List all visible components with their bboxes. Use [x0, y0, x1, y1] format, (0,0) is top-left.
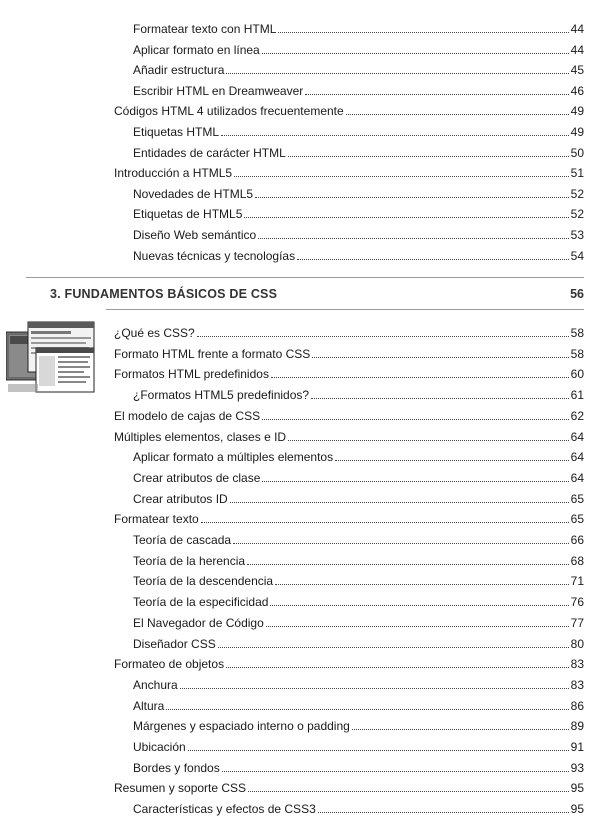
toc-entry[interactable] [133, 527, 584, 547]
toc-entry-title: Teoría de la herencia [133, 553, 246, 568]
dot-leader [262, 419, 569, 420]
toc-entry-title: El modelo de cajas de CSS [114, 408, 261, 423]
toc-entry-title: Teoría de la especificidad [133, 595, 269, 610]
toc-entry-page: 91 [570, 740, 584, 754]
toc-entry-page: 61 [570, 388, 584, 403]
toc-entry-page: 64 [570, 450, 584, 465]
toc-entry-title: El Navegador de Código [133, 615, 264, 630]
toc-entry-title: ¿Qué es CSS? [114, 326, 195, 340]
toc-entry[interactable] [133, 119, 584, 139]
toc-entry[interactable] [133, 486, 584, 506]
toc-entry-page: 95 [570, 781, 584, 796]
toc-entry-title: Resumen y soporte CSS [114, 781, 247, 796]
toc-entry[interactable] [114, 651, 584, 671]
toc-entry-page: 45 [570, 63, 584, 78]
toc-entry-title: Aplicar formato a múltiples elementos [133, 450, 334, 465]
toc-entry[interactable] [114, 403, 584, 423]
toc-entry-title: Altura [133, 698, 165, 713]
section-divider-top [26, 277, 584, 278]
dot-leader [201, 522, 569, 523]
toc-entry[interactable] [114, 775, 584, 795]
dot-leader [270, 605, 568, 606]
dot-leader [262, 53, 569, 54]
toc-entry-page: 86 [570, 698, 584, 713]
dot-leader [312, 357, 568, 358]
toc-entry[interactable] [133, 243, 584, 263]
toc-entry[interactable] [133, 693, 584, 713]
toc-entry-title: Márgenes y espaciado interno o padding [133, 719, 350, 734]
toc-entry[interactable] [114, 506, 584, 526]
dot-leader [318, 812, 569, 813]
toc-entry[interactable] [133, 37, 584, 57]
toc-entry-page: 53 [570, 228, 584, 242]
toc-entry[interactable] [133, 610, 584, 630]
toc-entry[interactable] [133, 465, 584, 485]
toc-entry-page: 44 [570, 42, 584, 57]
dot-leader [247, 564, 569, 565]
toc-entry-title: Añadir estructura [133, 63, 225, 78]
dot-leader [266, 626, 569, 627]
dot-leader [288, 440, 569, 441]
toc-entry[interactable] [133, 589, 584, 609]
dot-leader [234, 176, 569, 177]
dot-leader [188, 750, 569, 751]
toc-entry[interactable] [114, 341, 584, 361]
toc-entry[interactable] [114, 361, 584, 381]
dot-leader [166, 709, 568, 710]
toc-entry-page: 52 [570, 207, 584, 222]
toc-entry-title: Códigos HTML 4 utilizados frecuentemente [114, 104, 344, 119]
toc-entry[interactable] [133, 568, 584, 588]
toc-entry-title: Etiquetas de HTML5 [133, 207, 243, 222]
dot-leader [271, 377, 569, 378]
toc-entry-title: Crear atributos ID [133, 491, 228, 506]
toc-entry[interactable] [133, 222, 584, 242]
toc-entry-page: 49 [570, 125, 584, 139]
dot-leader [305, 94, 568, 95]
dot-leader [258, 238, 568, 239]
toc-entry-title: Formateo de objetos [114, 657, 225, 672]
dot-leader [335, 460, 569, 461]
toc-entry-page: 50 [570, 145, 584, 160]
toc-entry-title: Múltiples elementos, clases e ID [114, 429, 287, 444]
toc-entry[interactable] [133, 444, 584, 464]
toc-entry-page: 64 [570, 470, 584, 485]
dot-leader [346, 114, 569, 115]
dot-leader [226, 667, 569, 668]
dot-leader [352, 729, 569, 730]
toc-entry-title: Bordes y fondos [133, 760, 220, 775]
toc-entry-page: 80 [570, 636, 584, 651]
toc-entry-page: 68 [570, 553, 584, 568]
toc-entry[interactable] [133, 140, 584, 160]
toc-entry-page: 93 [570, 760, 584, 775]
toc-entry-title: Teoría de cascada [133, 533, 232, 547]
toc-entry-page: 54 [570, 248, 584, 263]
toc-entry-page: 77 [570, 615, 584, 630]
dot-leader [275, 584, 569, 585]
toc-entry-title: Escribir HTML en Dreamweaver [133, 83, 304, 98]
toc-entry[interactable] [133, 672, 584, 692]
toc-entry-title: Diseñador CSS [133, 636, 216, 651]
toc-entry[interactable] [133, 631, 584, 651]
dot-leader [233, 543, 569, 544]
toc-entry-page: 60 [570, 367, 584, 382]
toc-entry-page: 71 [570, 574, 584, 589]
toc-entry-title: Características y efectos de CSS3 [133, 802, 316, 817]
dot-leader [244, 217, 568, 218]
toc-entry-page: 58 [570, 346, 584, 361]
chapter-thumbnail-image [6, 318, 96, 396]
toc-entry-title: Diseño Web semántico [133, 228, 257, 242]
toc-entry-page: 83 [570, 677, 584, 692]
toc-entry-title: Formatos HTML predefinidos [114, 367, 269, 382]
dot-leader [311, 398, 569, 399]
dot-leader [255, 197, 569, 198]
toc-entry[interactable] [114, 424, 584, 444]
toc-entry[interactable] [114, 98, 584, 118]
toc-entry[interactable] [133, 755, 584, 775]
toc-entry-page: 52 [570, 186, 584, 201]
toc-entry-page: 83 [570, 657, 584, 672]
dot-leader [226, 73, 568, 74]
toc-entry-title: Anchura [133, 677, 178, 692]
toc-entry-title: Introducción a HTML5 [114, 166, 233, 181]
toc-entry-page: 66 [570, 533, 584, 547]
toc-entry-title: Formatear texto con HTML [133, 22, 277, 36]
dot-leader [297, 259, 569, 260]
chapter-title[interactable]: 3. FUNDAMENTOS BÁSICOS DE CSS [50, 287, 278, 301]
toc-entry[interactable] [133, 734, 584, 754]
dot-leader [180, 688, 569, 689]
dot-leader [222, 771, 569, 772]
dot-leader [221, 135, 569, 136]
toc-entry-title: Etiquetas HTML [133, 125, 220, 139]
dot-leader [230, 502, 569, 503]
toc-entry-title: Aplicar formato en línea [133, 42, 260, 57]
toc-entry-title: ¿Formatos HTML5 predefinidos? [133, 388, 310, 403]
toc-entry[interactable] [133, 57, 584, 77]
dot-leader [288, 156, 569, 157]
toc-entry-page: 58 [570, 326, 584, 340]
toc-entry[interactable] [133, 16, 584, 36]
toc-entry-page: 62 [570, 408, 584, 423]
toc-entry-title: Ubicación [133, 740, 186, 754]
toc-entry[interactable] [114, 320, 584, 340]
toc-entry-page: 46 [570, 83, 584, 98]
dot-leader [262, 481, 568, 482]
dot-leader [278, 32, 568, 33]
toc-entry-page: 44 [570, 22, 584, 36]
dot-leader [248, 791, 569, 792]
toc-entry-title: Formatear texto [114, 512, 199, 527]
toc-entry-page: 51 [570, 166, 584, 181]
toc-entry-title: Entidades de carácter HTML [133, 145, 286, 160]
toc-entry-page: 89 [570, 719, 584, 734]
toc-entry-page: 65 [570, 491, 584, 506]
dot-leader [197, 336, 569, 337]
toc-entry[interactable] [133, 796, 584, 816]
toc-entry-page: 49 [570, 104, 584, 119]
toc-entry[interactable] [133, 181, 584, 201]
toc-entry-title: Nuevas técnicas y tecnologías [133, 248, 296, 263]
chapter-page-number: 56 [570, 287, 584, 301]
toc-entry[interactable] [133, 201, 584, 221]
toc-entry[interactable] [114, 160, 584, 180]
toc-entry-title: Crear atributos de clase [133, 470, 261, 485]
toc-entry[interactable] [133, 78, 584, 98]
toc-entry-title: Novedades de HTML5 [133, 186, 254, 201]
toc-entry[interactable] [133, 713, 584, 733]
section-divider-bottom [106, 309, 584, 310]
toc-entry-title: Teoría de la descendencia [133, 574, 274, 589]
toc-entry-page: 64 [570, 429, 584, 444]
toc-entry-page: 65 [570, 512, 584, 527]
toc-entry[interactable] [133, 548, 584, 568]
toc-entry-page: 95 [570, 802, 584, 817]
toc-entry-title: Formato HTML frente a formato CSS [114, 346, 311, 361]
toc-entry[interactable] [133, 382, 584, 402]
dot-leader [218, 647, 569, 648]
toc-entry-page: 76 [570, 595, 584, 610]
